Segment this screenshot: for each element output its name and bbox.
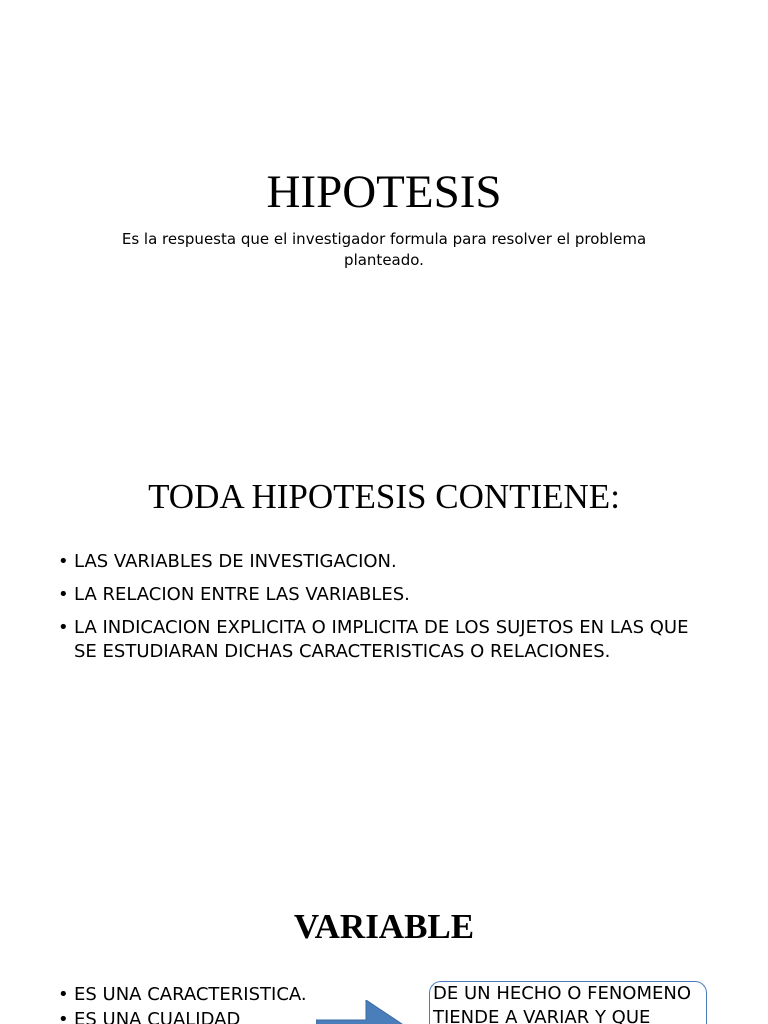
bullet-list — [58, 983, 358, 1024]
bullet-icon: • — [58, 984, 69, 1005]
slide-title: HIPOTESIS — [266, 166, 502, 218]
slide-title: VARIABLE — [293, 907, 475, 946]
list-item-text: LA INDICACION EXPLICITA O IMPLICITA DE LOS SUJETOS EN LAS QUE SE ESTUDIARAN DICHAS CARACTERISTICAS O RELACIONES. — [74, 617, 689, 662]
list-item — [58, 583, 708, 607]
list-item — [58, 983, 358, 1007]
slide-subtitle: Es la respuesta que el investigador formula para resolver el problema planteado. — [121, 230, 647, 269]
list-item-text: ES UNA CUALIDAD — [74, 1009, 241, 1024]
bullet-icon: • — [58, 584, 69, 605]
list-item-text: LA RELACION ENTRE LAS VARIABLES. — [74, 584, 410, 605]
definition-line: DE UN HECHO O FENOMENO — [433, 983, 692, 1004]
list-item — [58, 616, 708, 664]
list-item-text: ES UNA CARACTERISTICA. — [74, 984, 307, 1005]
bullet-list — [58, 550, 708, 673]
bullet-icon: • — [58, 551, 69, 572]
list-item-text: LAS VARIABLES DE INVESTIGACION. — [74, 551, 397, 572]
bullet-icon: • — [58, 617, 69, 638]
list-item — [58, 550, 708, 574]
slide-toda-hipotesis — [0, 420, 768, 840]
bullet-icon: • — [58, 1009, 69, 1024]
list-item — [58, 1008, 358, 1024]
right-arrow-icon — [316, 1000, 436, 1024]
slide-hipotesis — [0, 0, 768, 420]
slide-title: TODA HIPOTESIS CONTIENE: — [148, 477, 620, 516]
definition-line: TIENDE A VARIAR Y QUE — [433, 1007, 651, 1024]
definition-box — [429, 981, 707, 1024]
slide-variable — [0, 840, 768, 1024]
